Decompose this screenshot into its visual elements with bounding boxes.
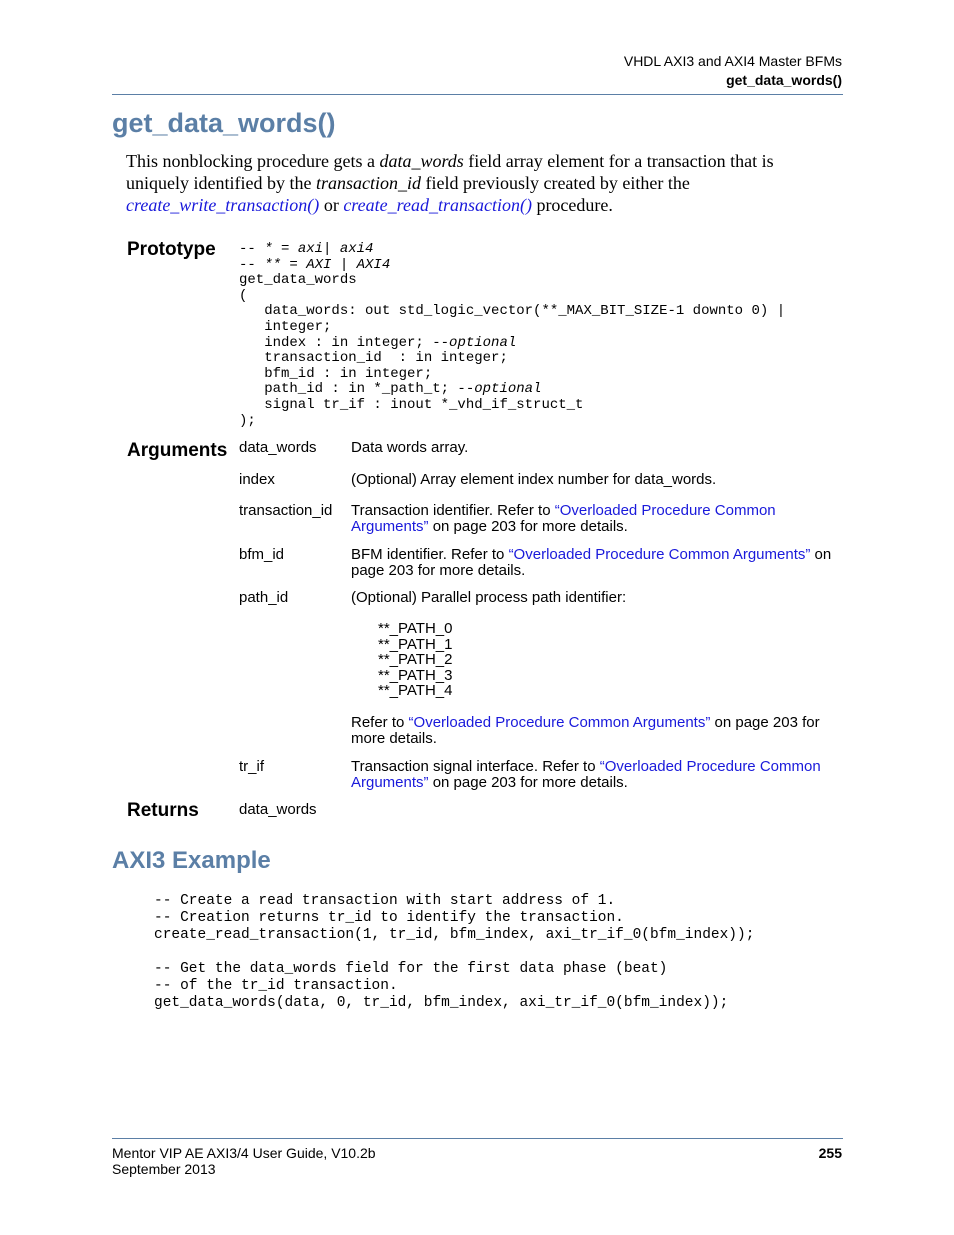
arg-path-id-post: on page 203 for more details. bbox=[351, 714, 820, 747]
example-code bbox=[154, 893, 754, 1012]
arg-desc-transaction-id bbox=[351, 503, 843, 534]
arg-name-bfm-id: bfm_id bbox=[239, 546, 285, 563]
header-chapter: VHDL AXI3 and AXI4 Master BFMs bbox=[623, 53, 842, 69]
example-line: get_data_words(data, 0, tr_id, bfm_index, axi_tr_if_0(bfm_index)); bbox=[154, 995, 729, 1011]
path-value: **_PATH_0 bbox=[378, 620, 453, 637]
arg-name-tr-if: tr_if bbox=[239, 758, 265, 775]
proto-line-12: ); bbox=[239, 412, 256, 429]
intro-paragraph bbox=[126, 150, 826, 216]
overloaded-args-link[interactable]: “Overloaded Procedure Common Arguments” bbox=[351, 758, 821, 791]
arg-path-id-pre: Refer to bbox=[351, 714, 409, 731]
intro-text-4: or bbox=[319, 195, 344, 215]
proto-line-2-pre: -- bbox=[239, 256, 265, 273]
path-value: **_PATH_4 bbox=[378, 682, 453, 700]
arg-tr-if-pre: Transaction signal interface. Refer to bbox=[351, 758, 600, 775]
arg-bfm-id-post: on page 203 for more details. bbox=[351, 546, 832, 579]
proto-line-7-pre: index : in integer; -- bbox=[239, 334, 450, 351]
path-value: **_PATH_2 bbox=[378, 651, 453, 669]
proto-line-2-comment: ** = AXI | AXI4 bbox=[264, 256, 391, 273]
proto-line-1-comment: * = axi| axi4 bbox=[264, 241, 374, 257]
intro-text-1: This nonblocking procedure gets a bbox=[126, 151, 380, 171]
footer-date: September 2013 bbox=[112, 1161, 216, 1177]
arg-tr-if-post: on page 203 for more details. bbox=[428, 773, 628, 791]
proto-line-5: data_words: out std_logic_vector(**_MAX_BIT_SIZE-1 downto 0) | bbox=[239, 303, 786, 320]
arg-desc-index: (Optional) Array element index number for data_words. bbox=[351, 471, 717, 488]
proto-line-11: signal tr_if : inout *_vhd_if_struct_t bbox=[239, 396, 584, 413]
proto-line-3: get_data_words bbox=[239, 272, 357, 289]
path-value: **_PATH_3 bbox=[378, 666, 453, 684]
arg-path-id-refer bbox=[351, 715, 843, 746]
footer-rule bbox=[112, 1138, 843, 1139]
path-value: **_PATH_1 bbox=[378, 635, 453, 653]
proto-line-10-comment: optional bbox=[474, 381, 542, 398]
arg-transaction-id-pre: Transaction identifier. Refer to bbox=[351, 502, 555, 519]
overloaded-args-link[interactable]: “Overloaded Procedure Common Arguments” bbox=[408, 714, 711, 731]
prototype-label: Prototype bbox=[127, 239, 216, 260]
intro-text-2: field array element for a transaction that is uniquely identified by the bbox=[126, 151, 774, 193]
proto-line-8: transaction_id : in integer; bbox=[239, 350, 508, 367]
path-value-list bbox=[378, 621, 452, 699]
proto-line-4: ( bbox=[239, 287, 248, 304]
returns-value: data_words bbox=[239, 801, 317, 818]
intro-text-5: procedure. bbox=[531, 195, 613, 215]
arg-desc-tr-if bbox=[351, 759, 843, 790]
arg-transaction-id-post: on page 203 for more details. bbox=[428, 517, 628, 535]
arg-name-path-id: path_id bbox=[239, 589, 289, 606]
example-line: -- Get the data_words field for the first data phase (beat) bbox=[154, 961, 668, 977]
proto-line-6: integer; bbox=[239, 318, 332, 335]
arg-desc-data-words: Data words array. bbox=[351, 439, 469, 456]
arg-name-index: index bbox=[239, 471, 275, 488]
create-read-transaction-link[interactable]: create_read_transaction() bbox=[343, 195, 532, 215]
proto-line-1-pre: -- bbox=[239, 241, 265, 257]
overloaded-args-link[interactable]: “Overloaded Procedure Common Arguments” bbox=[351, 502, 776, 535]
page-title: get_data_words() bbox=[112, 108, 336, 138]
example-line: -- Create a read transaction with start address of 1. bbox=[154, 893, 616, 909]
example-line: -- Creation returns tr_id to identify the transaction. bbox=[154, 910, 624, 926]
arg-desc-path-id: (Optional) Parallel process path identifier: bbox=[351, 589, 627, 606]
proto-line-10-pre: path_id : in *_path_t; -- bbox=[239, 381, 475, 398]
intro-text-3: field previously created by either the bbox=[420, 173, 690, 193]
prototype-code bbox=[239, 242, 785, 429]
proto-line-9: bfm_id : in integer; bbox=[239, 365, 433, 382]
proto-line-7-comment: optional bbox=[449, 334, 517, 351]
example-line: create_read_transaction(1, tr_id, bfm_index, axi_tr_if_0(bfm_index)); bbox=[154, 927, 755, 943]
example-line: -- of the tr_id transaction. bbox=[154, 978, 398, 994]
arg-name-transaction-id: transaction_id bbox=[239, 502, 333, 519]
create-write-transaction-link[interactable]: create_write_transaction() bbox=[126, 195, 320, 215]
intro-transaction-id: transaction_id bbox=[315, 173, 421, 193]
page-number: 255 bbox=[818, 1145, 842, 1161]
arguments-label: Arguments bbox=[127, 440, 228, 461]
arg-bfm-id-pre: BFM identifier. Refer to bbox=[351, 546, 509, 563]
footer-doc-title: Mentor VIP AE AXI3/4 User Guide, V10.2b bbox=[112, 1145, 376, 1161]
header-rule bbox=[112, 94, 843, 95]
header-section: get_data_words() bbox=[726, 72, 842, 88]
arg-name-data-words: data_words bbox=[239, 439, 317, 456]
overloaded-args-link[interactable]: “Overloaded Procedure Common Arguments” bbox=[508, 546, 811, 563]
example-title: AXI3 Example bbox=[112, 847, 271, 874]
returns-label: Returns bbox=[127, 800, 199, 821]
arg-desc-bfm-id bbox=[351, 547, 843, 578]
intro-data-words: data_words bbox=[379, 151, 464, 171]
